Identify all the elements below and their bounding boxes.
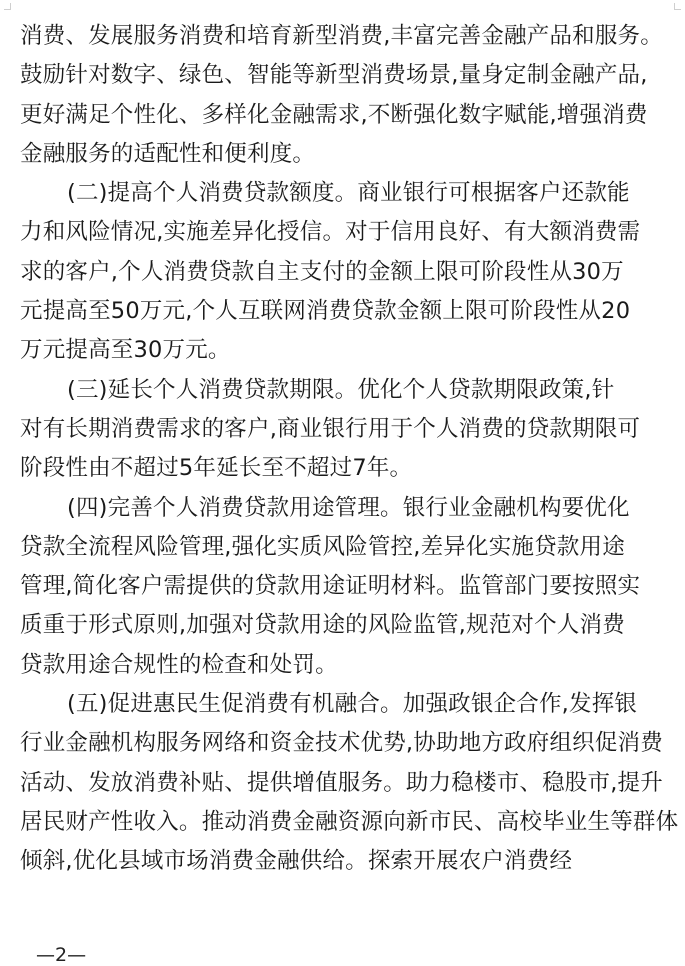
text-line: 行业金融机构服务网络和资金技术优势,协助地方政府组织促消费 [20, 730, 663, 757]
text-line: 对有长期消费需求的客户,商业银行用于个人消费的贷款期限可 [20, 415, 641, 442]
text-line: 消费、发展服务消费和培育新型消费,丰富完善金融产品和服务。 [20, 23, 663, 49]
text-line: 求的客户,个人消费贷款自主支付的金额上限可阶段性从30万 [20, 258, 624, 285]
page-number: —2— [36, 944, 87, 966]
text-line: 鼓励针对数字、绿色、智能等新型消费场景,量身定制金融产品, [20, 62, 648, 89]
text-line: 金融服务的适配性和便利度。 [20, 140, 316, 167]
section-heading-line: (四)完善个人消费贷款用途管理。银行业金融机构要优化 [67, 494, 630, 521]
text-line: 管理,简化客户需提供的贷款用途证明材料。监管部门要按照实 [20, 573, 641, 600]
text-line: 力和风险情况,实施差异化授信。对于信用良好、有大额消费需 [20, 219, 641, 246]
section-heading-line: (五)促进惠民生促消费有机融合。加强政银企合作,发挥银 [67, 691, 638, 718]
text-line: 元提高至50万元,个人互联网消费贷款金额上限可阶段性从20 [20, 298, 631, 325]
text-line: 居民财产性收入。推动消费金融资源向新市民、高校毕业生等群体 [20, 808, 679, 835]
text-line: 活动、发放消费补贴、提供增值服务。助力稳楼市、稳股市,提升 [20, 769, 663, 796]
section-heading-line: (三)延长个人消费贷款期限。优化个人贷款期限政策,针 [67, 376, 615, 403]
text-line: 质重于形式原则,加强对贷款用途的风险监管,规范对个人消费 [20, 612, 625, 639]
corner-crop-mark [674, 3, 681, 10]
text-line: 贷款用途合规性的检查和处罚。 [20, 651, 338, 678]
text-line: 倾斜,优化县域市场消费金融供给。探索开展农户消费经 [20, 848, 573, 875]
text-line: 阶段性由不超过5年延长至不超过7年。 [20, 455, 413, 482]
text-line: 万元提高至30万元。 [20, 337, 231, 364]
section-heading-line: (二)提高个人消费贷款额度。商业银行可根据客户还款能 [67, 180, 630, 207]
text-line: 更好满足个性化、多样化金融需求,不断强化数字赋能,增强消费 [20, 101, 648, 128]
text-line: 贷款全流程风险管理,强化实质风险管控,差异化实施贷款用途 [20, 533, 625, 560]
document-body [20, 17, 679, 882]
corner-crop-mark [4, 3, 11, 10]
